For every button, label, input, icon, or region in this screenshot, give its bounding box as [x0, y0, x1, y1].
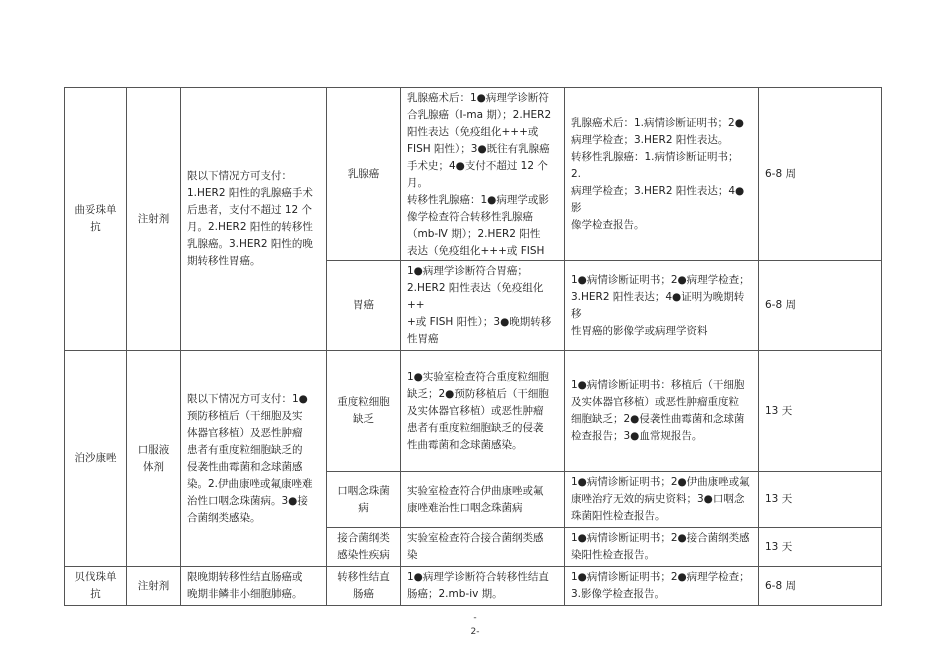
- disease: 转移性结直 肠癌: [327, 567, 401, 606]
- criteria: 实验室检查符合接合菌纲类感 染: [401, 528, 565, 567]
- drug-name: 泊沙康唑: [65, 351, 127, 567]
- dosage-form: 注射剂: [127, 567, 181, 606]
- review-period: 13 天: [759, 351, 882, 472]
- review-period: 6-8 周: [759, 88, 882, 261]
- disease: 乳腺癌: [327, 88, 401, 261]
- required-materials: 乳腺癌术后：1.病情诊断证明书；2● 病理学检查；3.HER2 阳性表达。 转移性乳腺癌：1.病情诊断证明书； 2. 病理学检查；3.HER2 阳性表达；4●影 像学检查报告。: [565, 88, 759, 261]
- required-materials: 1●病情诊断证明书；2●病理学检查； 3.影像学检查报告。: [565, 567, 759, 606]
- required-materials: 1●病情诊断证明书：移植后（干细胞 及实体器官移植）或恶性肿瘤重度粒 细胞缺乏；2●侵袭性曲霉菌和念球菌 检查报告；3●血常规报告。: [565, 351, 759, 472]
- criteria-text: 乳腺癌术后：1●病理学诊断符 合乳腺癌（Ⅰ-ma 期）；2.HER2 阳性表达（免疫组化+++或 FISH 阳性）；3●既往有乳腺癌 手术史；4●支付不超过 12 个 月。 转移性乳腺癌：1●病理学或影 像学检查符合转移性乳腺癌 （mb-Ⅳ 期）；2.HER2 阳性 表达（免疫组化+++或 FISH: [407, 92, 552, 257]
- required-materials: 1●病情诊断证明书；2●接合菌纲类感 染阳性检查报告。: [565, 528, 759, 567]
- disease: 胃癌: [327, 261, 401, 351]
- review-period: 6-8 周: [759, 567, 882, 606]
- payment-restriction: 限晚期转移性结直肠癌或 晚期非鳞非小细胞肺癌。: [181, 567, 327, 606]
- drug-name: 贝伐珠单 抗: [65, 567, 127, 606]
- disease: 重度粒细胞 缺乏: [327, 351, 401, 472]
- required-materials: 1●病情诊断证明书；2●伊曲康唑或氟 康唑治疗无效的病史资料；3●口咽念 珠菌阳性检查报告。: [565, 472, 759, 528]
- review-period: 13 天: [759, 528, 882, 567]
- review-period: 6-8 周: [759, 261, 882, 351]
- footer-dash: -: [473, 613, 477, 623]
- disease: 口咽念珠菌 病: [327, 472, 401, 528]
- dosage-form: 口服液 体剂: [127, 351, 181, 567]
- criteria: 1●病理学诊断符合胃癌； 2.HER2 阳性表达（免疫组化++ +或 FISH 阳性）；3●晚期转移 性胃癌: [401, 261, 565, 351]
- criteria: 实验室检查符合伊曲康唑或氟 康唑难治性口咽念珠菌病: [401, 472, 565, 528]
- table-row: [65, 88, 882, 261]
- review-period: 13 天: [759, 472, 882, 528]
- drug-table: [64, 87, 882, 606]
- criteria: 1●实验室检查符合重度粒细胞 缺乏；2●预防移植后（干细胞 及实体器官移植）或恶性肿瘤 患者有重度粒细胞缺乏的侵袭 性曲霉菌和念球菌感染。: [401, 351, 565, 472]
- criteria: [401, 88, 565, 261]
- table-row: [65, 567, 882, 606]
- dosage-form: 注射剂: [127, 88, 181, 351]
- disease: 接合菌纲类 感染性疾病: [327, 528, 401, 567]
- drug-name: 曲妥珠单 抗: [65, 88, 127, 351]
- required-materials: 1●病情诊断证明书；2●病理学检查； 3.HER2 阳性表达；4●证明为晚期转移 性胃癌的影像学或病理学资料: [565, 261, 759, 351]
- table-row: [65, 351, 882, 472]
- criteria: 1●病理学诊断符合转移性结直 肠癌；2.mb-iv 期。: [401, 567, 565, 606]
- page-number: 2-: [470, 627, 480, 637]
- payment-restriction: 限以下情况方可支付：1● 预防移植后（干细胞及实 体器官移植）及恶性肿瘤 患者有重度粒细胞缺乏的 侵袭性曲霉菌和念球菌感 染。2.伊曲康唑或氟康唑难 治性口咽念珠菌病。3●接 合菌纲类感染。: [181, 351, 327, 567]
- payment-restriction: 限以下情况方可支付： 1.HER2 阳性的乳腺癌手术 后患者，支付不超过 12 个 月。2.HER2 阳性的转移性 乳腺癌。3.HER2 阳性的晚 期转移性胃癌。: [181, 88, 327, 351]
